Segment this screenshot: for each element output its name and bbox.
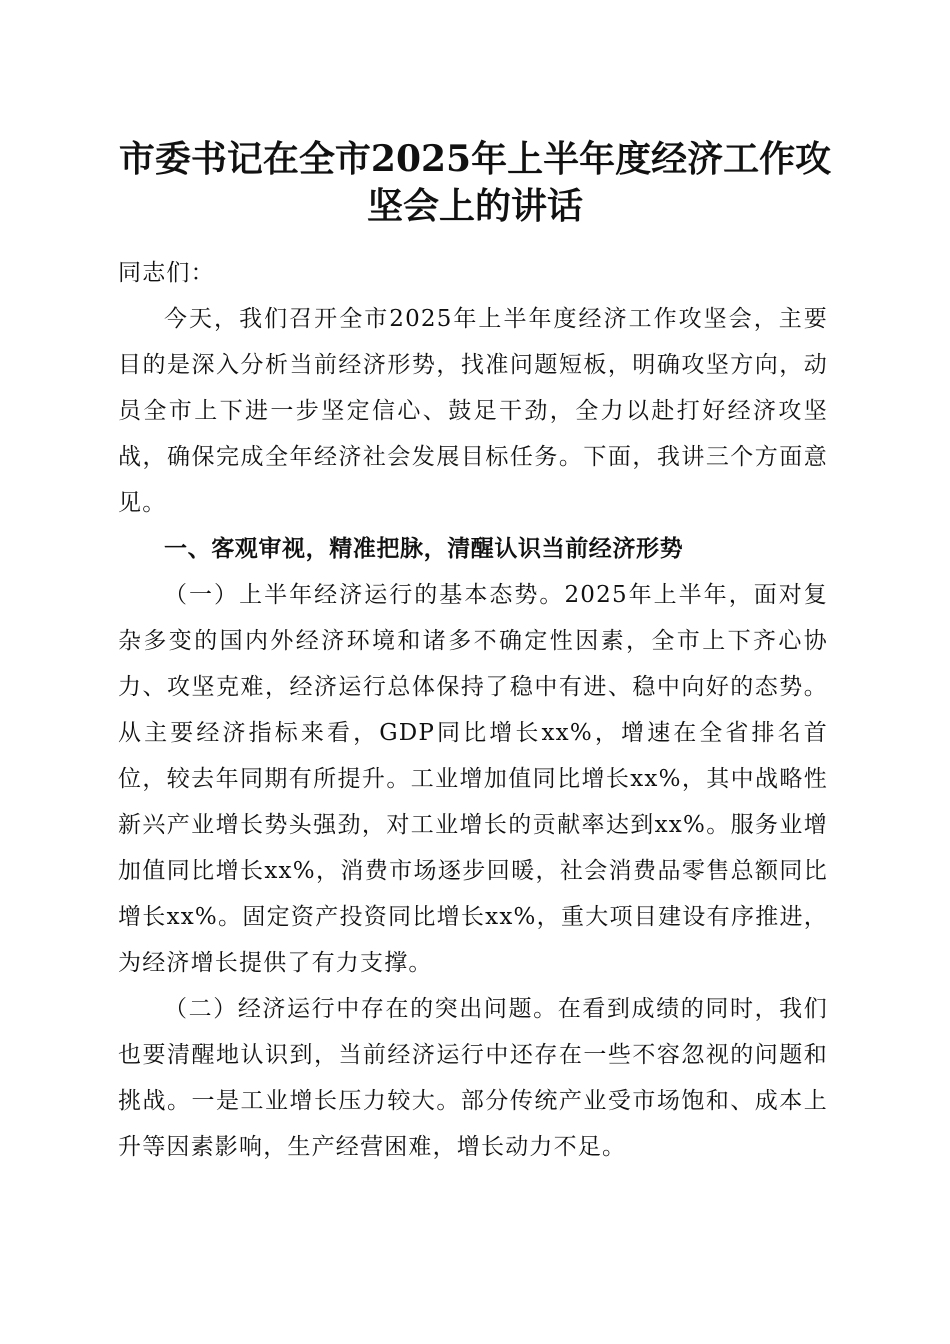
salutation: 同志们：	[118, 260, 215, 286]
section-1-heading: 一、客观审视，精准把脉，清醒认识当前经济形势	[164, 536, 684, 562]
subsection-2-paragraph: （二）经济运行中存在的突出问题。在看到成绩的同时，我们也要清醒地认识到，当前经济运行中还存在一些不容忽视的问题和挑战。一是工业增长压力较大。部分传统产业受市场饱和、成本上升等因素影响，生产经营困难，增长动力不足。	[118, 996, 828, 1160]
title-line-1: 市委书记在全市2025年上半年度经济工作攻	[118, 138, 832, 180]
title-line-2: 坚会上的讲话	[366, 185, 583, 227]
document-body	[118, 250, 828, 1170]
document-title	[100, 136, 850, 230]
intro-paragraph: 今天，我们召开全市2025年上半年度经济工作攻坚会，主要目的是深入分析当前经济形势，找准问题短板，明确攻坚方向，动员全市上下进一步坚定信心、鼓足干劲，全力以赴打好经济攻坚战，确保完成全年经济社会发展目标任务。下面，我讲三个方面意见。	[118, 306, 828, 516]
subsection-1-paragraph: （一）上半年经济运行的基本态势。2025年上半年，面对复杂多变的国内外经济环境和诸多不确定性因素，全市上下齐心协力、攻坚克难，经济运行总体保持了稳中有进、稳中向好的态势。从主要经济指标来看，GDP同比增长xx%，增速在全省排名首位，较去年同期有所提升。工业增加值同比增长xx%，其中战略性新兴产业增长势头强劲，对工业增长的贡献率达到xx%。服务业增加值同比增长xx%，消费市场逐步回暖，社会消费品零售总额同比增长xx%。固定资产投资同比增长xx%，重大项目建设有序推进，为经济增长提供了有力支撑。	[118, 582, 828, 976]
